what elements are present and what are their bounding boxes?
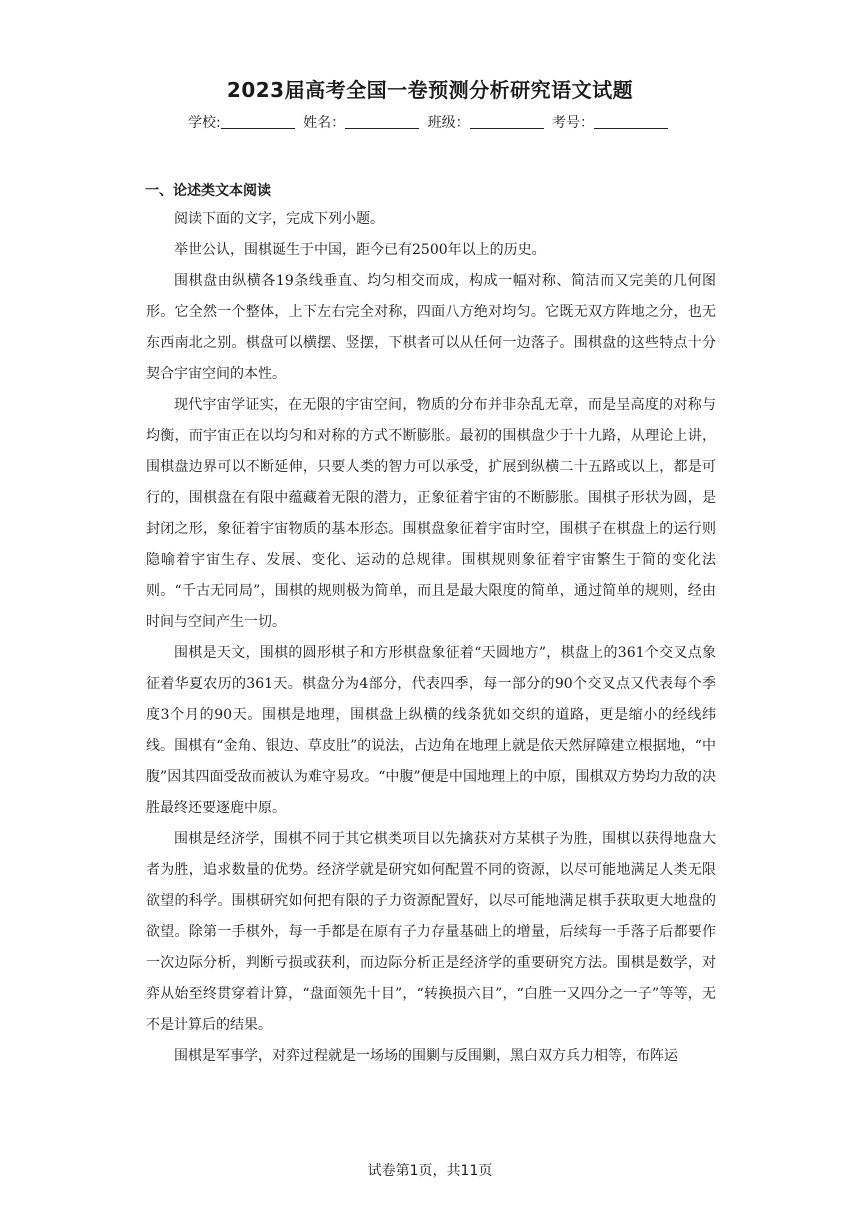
passage-paragraph: 现代宇宙学证实，在无限的宇宙空间，物质的分布并非杂乱无章，而是呈高度的对称与均衡，而宇宙正在以均匀和对称的方式不断膨胀。最初的围棋盘少于十九路，从理论上讲，围棋盘边界可以不断延伸，只要人类的智力可以承受，扩展到纵横二十五路或以上，都是可行的，围棋盘在有限中蕴藏着无限的潜力，正象征着宇宙的不断膨胀。围棋子形状为圆，是封闭之形，象征着宇宙物质的基本形态。围棋盘象征着宇宙时空，围棋子在棋盘上的运行则隐喻着宇宙生存、发展、变化、运动的总规律。围棋规则象征着宇宙繁生于简的变化法则。“千古无同局”，围棋的规则极为简单，而且是最大限度的简单，通过简单的规则，经由时间与空间产生一切。 (146, 397, 716, 630)
section-heading: 一、论述类文本阅读 (145, 183, 271, 199)
name-label: 姓名： (303, 115, 346, 131)
class-blank (470, 114, 544, 129)
page-title: 2023届高考全国一卷预测分析研究语文试题 (226, 78, 634, 102)
instruction-paragraph: 阅读下面的文字，完成下列小题。 (174, 211, 384, 227)
student-info-line (0, 112, 860, 132)
passage-paragraph: 围棋是经济学，围棋不同于其它棋类项目以先擒获对方某棋子为胜，围棋以获得地盘大者为胜，追求数量的优势。经济学就是研究如何配置不同的资源，以尽可能地满足人类无限欲望的科学。围棋研究如何把有限的子力资源配置好，以尽可能地满足棋手获取更大地盘的欲望。除第一手棋外，每一手都是在原有子力存量基础上的增量，后续每一手落子后都要作一次边际分析，判断亏损或获利，而边际分析正是经济学的重要研究方法。围棋是数学，对弈从始至终贯穿着计算，“盘面领先十目”，“转换损六目”，“白胜一又四分之一子”等等，无不是计算后的结果。 (146, 831, 716, 1033)
reading-passage (146, 204, 716, 1072)
passage-paragraph: 围棋是天文，围棋的圆形棋子和方形棋盘象征着“天圆地方”，棋盘上的361个交叉点象征着华夏农历的361天。棋盘分为4部分，代表四季，每一部分的90个交叉点又代表每个季度3个月的90天。围棋是地理，围棋盘上纵横的线条犹如交织的道路，更是缩小的经线纬线。围棋有“金角、银边、草皮肚”的说法，占边角在地理上就是依天然屏障建立根据地，“中腹”因其四面受敌而被认为难守易攻。“中腹”便是中国地理上的中原，围棋双方势均力敌的决胜最终还要逐鹿中原。 (146, 645, 716, 816)
school-blank (221, 114, 295, 129)
passage-paragraph: 围棋是军事学，对弈过程就是一场场的围剿与反围剿，黑白双方兵力相等，布阵运 (174, 1048, 678, 1064)
name-blank (345, 114, 419, 129)
school-label: 学校: (187, 115, 221, 131)
class-label: 班级： (427, 115, 470, 131)
number-blank (594, 114, 668, 129)
number-label: 考号： (552, 115, 595, 131)
page-footer: 试卷第1页，共11页 (367, 1163, 493, 1179)
passage-paragraph: 举世公认，围棋诞生于中国，距今已有2500年以上的历史。 (174, 242, 546, 258)
passage-paragraph: 围棋盘由纵横各19条线垂直、均匀相交而成，构成一幅对称、简洁而又完美的几何图形。它全然一个整体，上下左右完全对称，四面八方绝对均匀。它既无双方阵地之分，也无东西南北之别。棋盘可以横摆、竖摆，下棋者可以从任何一边落子。围棋盘的这些特点十分契合宇宙空间的本性。 (146, 273, 716, 382)
